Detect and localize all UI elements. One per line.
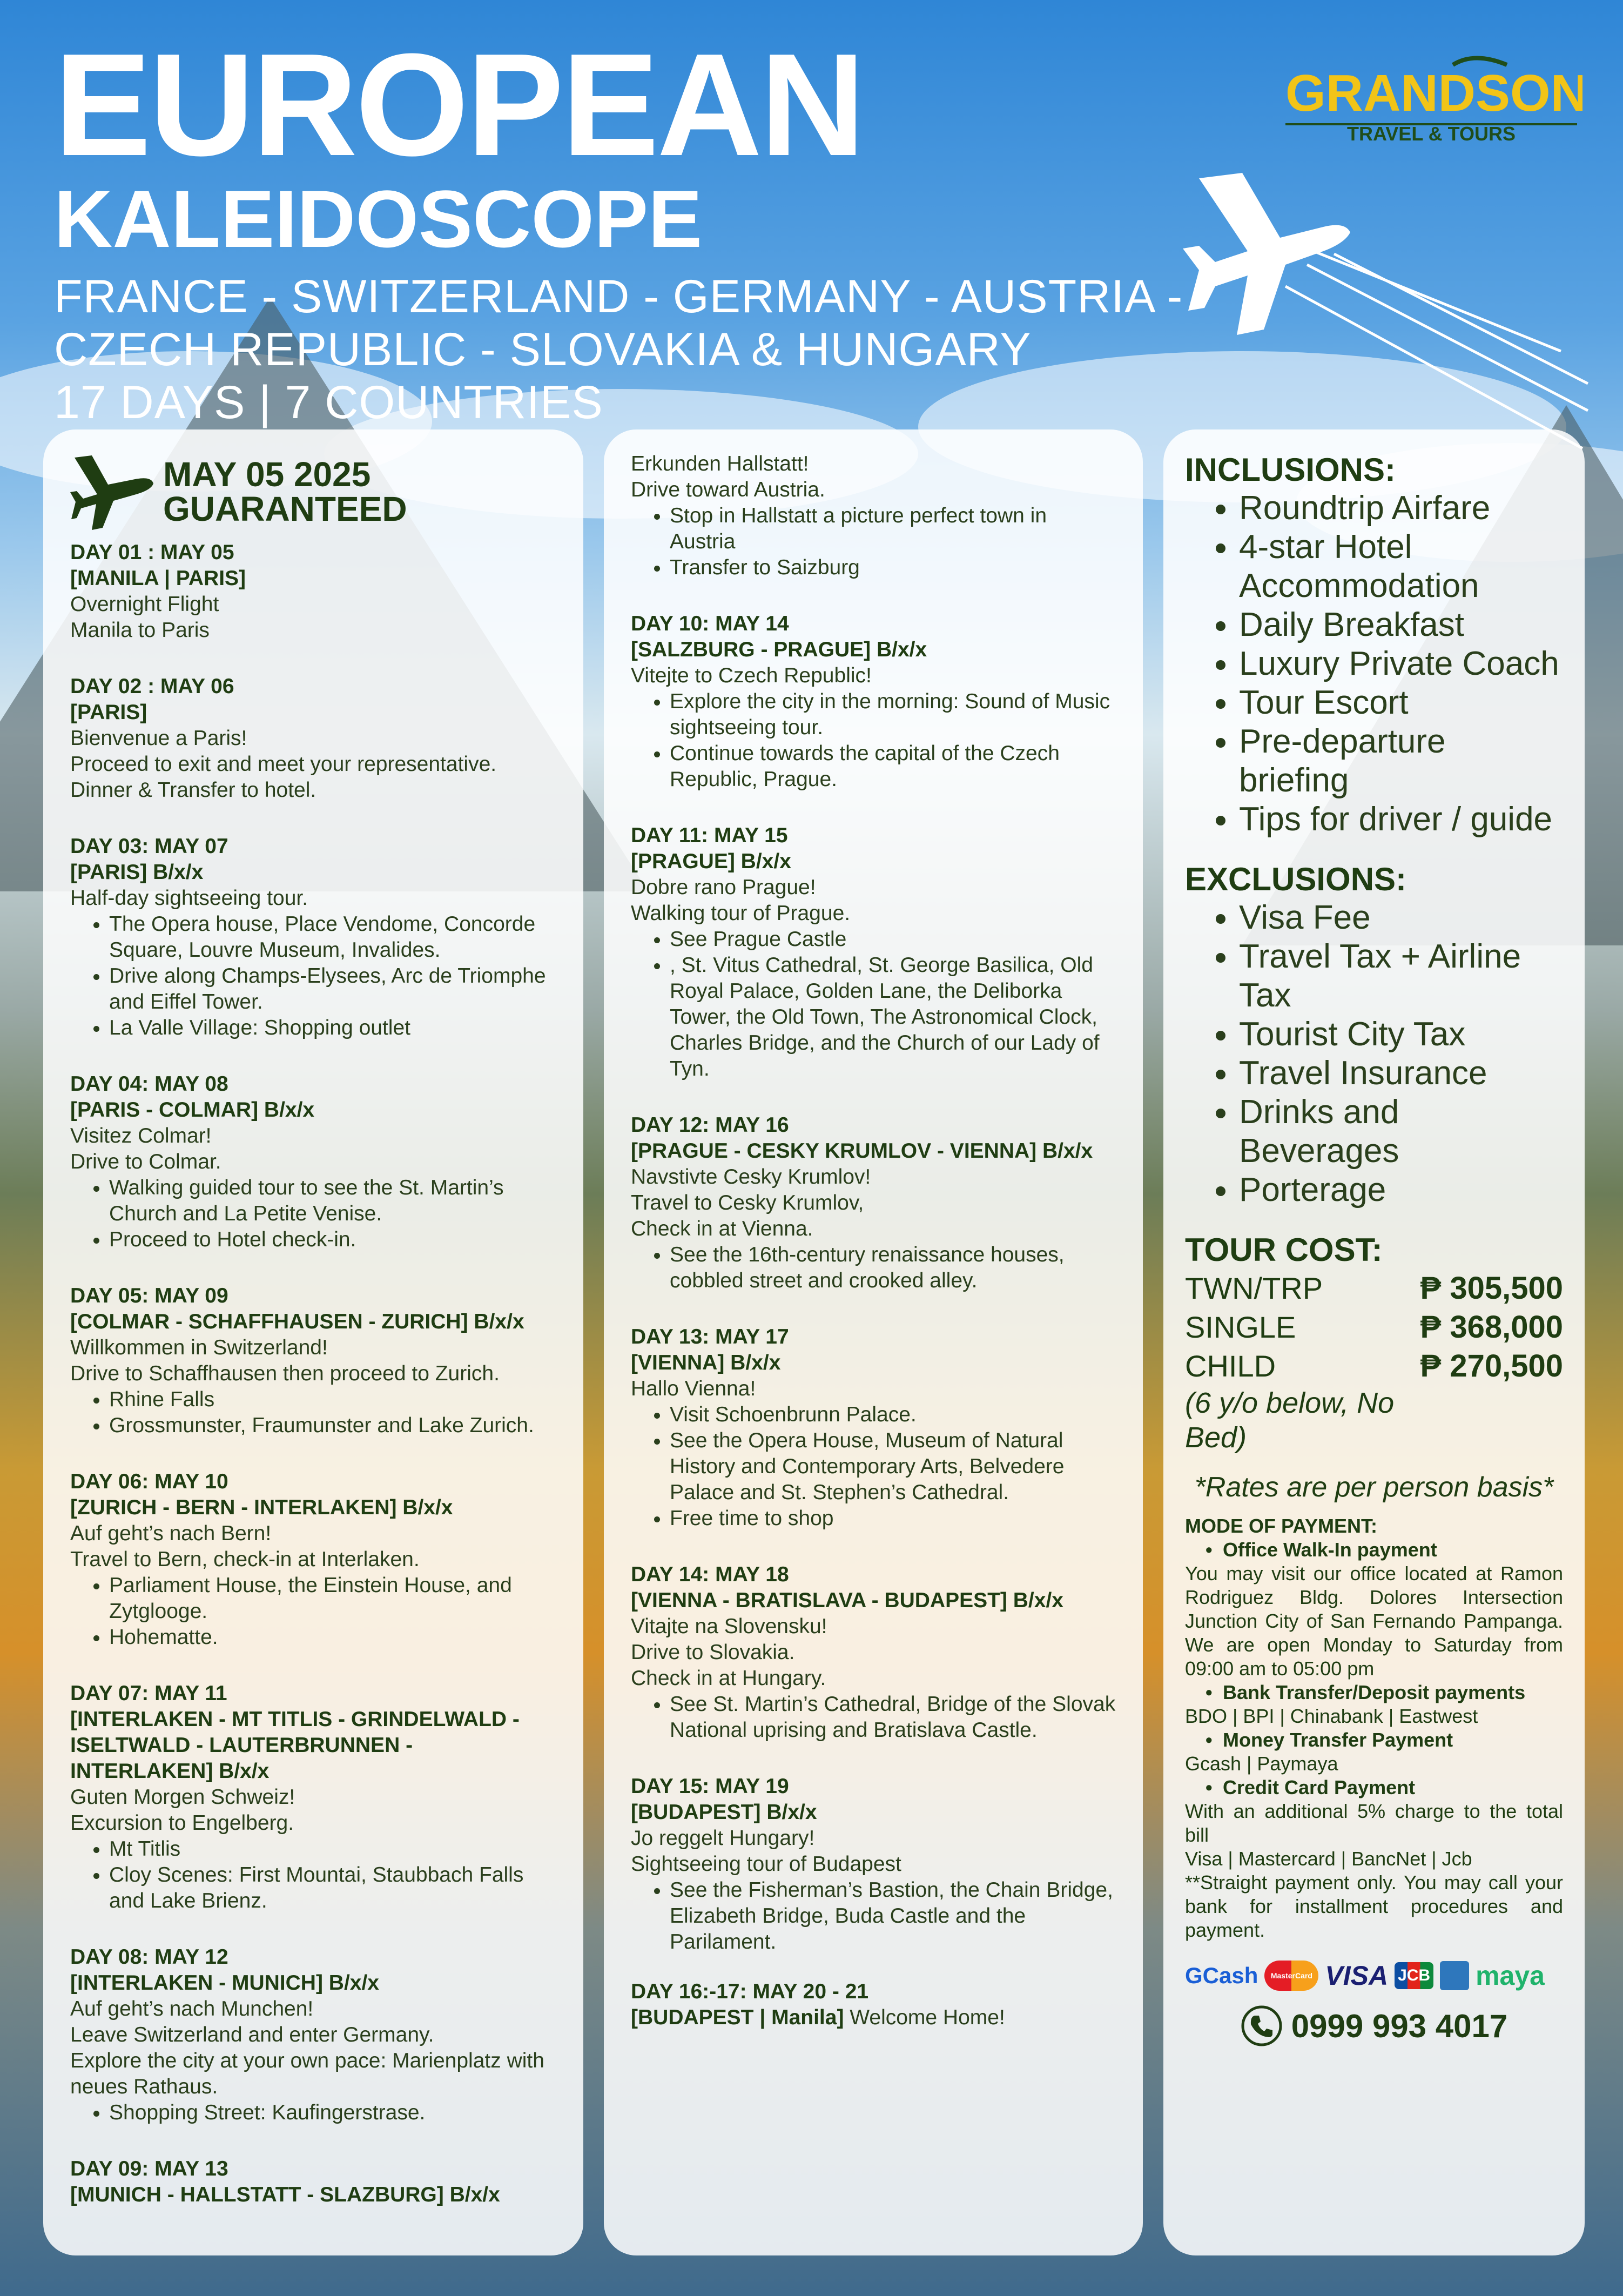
- exclusions-item: • Visa Fee: [1239, 898, 1563, 937]
- day-bullet: • Free time to shop: [670, 1506, 1117, 1532]
- day-text: Auf geht’s nach Munchen!: [70, 1997, 314, 2020]
- day-heading: DAY 06: MAY 10: [70, 1470, 228, 1493]
- day-text: Jo reggelt Hungary!: [631, 1827, 815, 1850]
- day-bullet: • See the Opera House, Museum of Natural History and Contemporary Arts, Belvedere Palace and St. Stephen’s Cathedral.: [670, 1428, 1117, 1506]
- itinerary-column-2: [604, 429, 1143, 2255]
- day-bullet: • , St. Vitus Cathedral, St. George Basilica, Old Royal Palace, Golden Lane, the Deliborka Tower, the Old Town, The Astronomical Clock, Charles Bridge, and the Church of our Lady of Tyn.: [670, 952, 1117, 1082]
- day-text: Vitejte to Czech Republic!: [631, 664, 872, 687]
- day-block: [70, 540, 557, 643]
- day-text: Dinner & Transfer to hotel.: [70, 778, 316, 802]
- day-bullet: • Cloy Scenes: First Mountai, Staubbach Falls and Lake Brienz.: [109, 1862, 557, 1914]
- day-heading: DAY 04: MAY 08: [70, 1072, 228, 1096]
- page-subtitle: KALEIDOSCOPE: [54, 173, 703, 264]
- day-text: Navstivte Cesky Krumlov!: [631, 1165, 871, 1189]
- day-final-heading: DAY 16:-17: MAY 20 - 21: [631, 1980, 869, 2003]
- day-heading: [SALZBURG - PRAGUE] B/x/x: [631, 638, 927, 661]
- day-bullets: [631, 1402, 1117, 1532]
- day-final-text: Welcome Home!: [844, 2006, 1005, 2029]
- payment-bank-title: • Bank Transfer/Deposit payments: [1185, 1681, 1563, 1704]
- phone-icon: [1241, 2005, 1283, 2047]
- day-heading: DAY 12: MAY 16: [631, 1113, 789, 1137]
- day-block: [70, 1071, 557, 1253]
- gcash-logo: GCash: [1185, 1963, 1258, 1988]
- day-text: Hallo Vienna!: [631, 1377, 756, 1400]
- day-heading: [PARIS]: [70, 701, 147, 724]
- day-bullets: [70, 911, 557, 1041]
- day-block: [631, 611, 1117, 793]
- inclusions-item: • Pre-departure briefing: [1239, 722, 1563, 800]
- day-text: Half-day sightseeing tour.: [70, 887, 308, 910]
- exclusions-title: EXCLUSIONS:: [1185, 861, 1407, 897]
- day-heading: DAY 02 : MAY 06: [70, 675, 234, 698]
- day-text: Vitajte na Slovensku!: [631, 1615, 827, 1638]
- payment-card-text-2: Visa | Mastercard | BancNet | Jcb: [1185, 1848, 1472, 1870]
- day-bullet: • Visit Schoenbrunn Palace.: [670, 1402, 1117, 1428]
- child-note: (6 y/o below, No Bed): [1185, 1387, 1395, 1454]
- day-bullet: • See Prague Castle: [670, 927, 1117, 952]
- inclusions-item: • Roundtrip Airfare: [1239, 489, 1563, 528]
- exclusions-item: • Porterage: [1239, 1171, 1563, 1210]
- day-heading: DAY 09: MAY 13: [70, 2157, 228, 2180]
- inclusions-item: • Luxury Private Coach: [1239, 645, 1563, 683]
- day-block: [631, 1774, 1117, 1955]
- day-bullets: [70, 2100, 557, 2126]
- day-bullets: [631, 1691, 1117, 1743]
- logo-brand: GRANDSON: [1285, 64, 1582, 122]
- phone-number: 0999 993 4017: [1291, 2008, 1508, 2044]
- cost-price: ₱ 305,500: [1420, 1271, 1563, 1306]
- day-block: [70, 674, 557, 803]
- day-text: Visitez Colmar!: [70, 1124, 212, 1147]
- day-bullet: • Transfer to Saizburg: [670, 555, 1117, 581]
- day-bullets: [631, 503, 1117, 581]
- day-text: Travel to Cesky Krumlov,: [631, 1191, 864, 1214]
- day-bullet: • See the Fisherman’s Bastion, the Chain Bridge, Elizabeth Bridge, Buda Castle and the Parilament.: [670, 1877, 1117, 1955]
- cost-label: CHILD: [1185, 1349, 1276, 1383]
- day-block: [70, 834, 557, 1041]
- day-block: [631, 1324, 1117, 1532]
- day-bullet: • The Opera house, Place Vendome, Concorde Square, Louvre Museum, Invalides.: [109, 911, 557, 963]
- day-bullets: [70, 1573, 557, 1650]
- day-bullet: • Grossmunster, Fraumunster and Lake Zurich.: [109, 1413, 557, 1439]
- day-bullet: • Shopping Street: Kaufingerstrase.: [109, 2100, 557, 2126]
- day-block: [70, 1283, 557, 1439]
- day-block: [631, 451, 1117, 581]
- payment-logos: [1185, 1958, 1563, 1993]
- jcb-logo: JCB: [1395, 1962, 1433, 1989]
- day-final-route: [BUDAPEST | Manila]: [631, 2006, 844, 2029]
- route-line-2: CZECH REPUBLIC - SLOVAKIA & HUNGARY: [54, 324, 1032, 375]
- day-heading: [COLMAR - SCHAFFHAUSEN - ZURICH] B/x/x: [70, 1310, 524, 1333]
- day-text: Leave Switzerland and enter Germany.: [70, 2023, 434, 2046]
- duration-line: 17 DAYS | 7 COUNTRIES: [54, 377, 603, 428]
- day-bullets: [631, 689, 1117, 793]
- day-text: Walking tour of Prague.: [631, 902, 851, 925]
- cost-label: SINGLE: [1185, 1310, 1296, 1344]
- day-text: Dobre rano Prague!: [631, 876, 816, 899]
- day-text: Drive to Colmar.: [70, 1150, 221, 1173]
- departure-badge: [70, 451, 557, 532]
- cost-price: ₱ 368,000: [1420, 1310, 1563, 1345]
- mastercard-logo: MasterCard: [1264, 1961, 1318, 1991]
- badge-status: GUARANTEED: [163, 489, 407, 528]
- day-block: [70, 1469, 557, 1650]
- contact-phone[interactable]: [1185, 2005, 1563, 2047]
- day-block: [70, 2156, 557, 2208]
- day-heading: DAY 05: MAY 09: [70, 1284, 228, 1307]
- day-bullets: [631, 1242, 1117, 1294]
- day-heading: [PARIS - COLMAR] B/x/x: [70, 1098, 315, 1122]
- day-bullets: [631, 927, 1117, 1082]
- payment-money-text: Gcash | Paymaya: [1185, 1753, 1338, 1775]
- day-heading: [PARIS] B/x/x: [70, 861, 204, 884]
- day-heading: [INTERLAKEN - MUNICH] B/x/x: [70, 1971, 379, 1995]
- day-bullet: • Parliament House, the Einstein House, and Zytglooge.: [109, 1573, 557, 1624]
- cost-row-twn: [1185, 1269, 1563, 1308]
- visa-logo: VISA: [1325, 1961, 1389, 1991]
- day-bullet: • Proceed to Hotel check-in.: [109, 1227, 557, 1253]
- day-text: Proceed to exit and meet your representative.: [70, 753, 497, 776]
- day-text: Erkunden Hallstatt!: [631, 452, 809, 475]
- day-heading: DAY 08: MAY 12: [70, 1945, 228, 1969]
- day-text: Excursion to Engelberg.: [70, 1811, 294, 1835]
- route-line-1: FRANCE - SWITZERLAND - GERMANY - AUSTRIA -: [54, 271, 1183, 323]
- maya-logo: maya: [1476, 1961, 1545, 1991]
- day-text: Check in at Hungary.: [631, 1667, 826, 1690]
- day-heading: DAY 07: MAY 11: [70, 1682, 227, 1705]
- exclusions-item: • Travel Insurance: [1239, 1054, 1563, 1093]
- day-text: Travel to Bern, check-in at Interlaken.: [70, 1548, 420, 1571]
- day-bullet: • Continue towards the capital of the Czech Republic, Prague.: [670, 741, 1117, 793]
- day-heading: DAY 10: MAY 14: [631, 612, 789, 635]
- day-bullet: • Mt Titlis: [109, 1836, 557, 1862]
- inclusions-item: • Tour Escort: [1239, 683, 1563, 722]
- day-bullet: • Explore the city in the morning: Sound of Music sightseeing tour.: [670, 689, 1117, 741]
- amex-logo: [1440, 1961, 1469, 1990]
- day-bullet: • See the 16th-century renaissance houses, cobbled street and crooked alley.: [670, 1242, 1117, 1294]
- badge-date: MAY 05 2025: [163, 455, 371, 494]
- exclusions-item: • Tourist City Tax: [1239, 1015, 1563, 1054]
- day-bullet: • Hohematte.: [109, 1624, 557, 1650]
- airplane-icon: [1183, 157, 1593, 459]
- day-bullets: [70, 1175, 557, 1253]
- exclusions-item: • Drinks and Beverages: [1239, 1093, 1563, 1171]
- inclusions-item: • Daily Breakfast: [1239, 606, 1563, 645]
- day-list-col2: [631, 451, 1117, 1955]
- day-text: Auf geht’s nach Bern!: [70, 1522, 272, 1545]
- cost-row-child: [1185, 1347, 1563, 1386]
- payment-office-title: • Office Walk-In payment: [1185, 1538, 1563, 1562]
- day-heading: DAY 13: MAY 17: [631, 1325, 789, 1348]
- day-heading: [MUNICH - HALLSTATT - SLAZBURG] B/x/x: [70, 2183, 500, 2206]
- day-bullets: [70, 1836, 557, 1914]
- day-block: [70, 1681, 557, 1914]
- day-bullet: • See St. Martin’s Cathedral, Bridge of the Slovak National uprising and Bratislava Castle.: [670, 1691, 1117, 1743]
- inclusions-list: [1185, 489, 1563, 839]
- day-bullets: [70, 1387, 557, 1439]
- day-heading: DAY 15: MAY 19: [631, 1775, 789, 1798]
- logo-tagline: TRAVEL & TOURS: [1346, 123, 1516, 145]
- day-text: Sightseeing tour of Budapest: [631, 1852, 901, 1876]
- day-heading: [PRAGUE] B/x/x: [631, 850, 791, 873]
- day-text: Drive toward Austria.: [631, 478, 825, 501]
- day-text: Overnight Flight: [70, 593, 219, 616]
- day-heading: DAY 11: MAY 15: [631, 824, 788, 847]
- day-heading: [VIENNA - BRATISLAVA - BUDAPEST] B/x/x: [631, 1589, 1063, 1612]
- cost-label: TWN/TRP: [1185, 1271, 1323, 1305]
- day-list-col1: [70, 540, 557, 2208]
- day-text: Manila to Paris: [70, 619, 210, 642]
- day-text: Bienvenue a Paris!: [70, 727, 247, 750]
- day-text: Explore the city at your own pace: Marienplatz with neues Rathaus.: [70, 2049, 544, 2098]
- day-block: [70, 1944, 557, 2126]
- inclusions-title: INCLUSIONS:: [1185, 452, 1396, 488]
- day-bullet: • La Valle Village: Shopping outlet: [109, 1015, 557, 1041]
- day-heading: [ZURICH - BERN - INTERLAKEN] B/x/x: [70, 1496, 453, 1519]
- inclusions-item: • 4-star Hotel Accommodation: [1239, 528, 1563, 606]
- airplane-icon: [70, 451, 157, 532]
- day-bullet: • Walking guided tour to see the St. Martin’s Church and La Petite Venise.: [109, 1175, 557, 1227]
- exclusions-item: • Travel Tax + Airline Tax: [1239, 937, 1563, 1015]
- payment-card-text-1: With an additional 5% charge to the total bill: [1185, 1800, 1563, 1846]
- day-text: Check in at Vienna.: [631, 1217, 813, 1240]
- day-text: Drive to Slovakia.: [631, 1641, 795, 1664]
- day-block: [631, 823, 1117, 1082]
- payment-office-text: You may visit our office located at Ramon Rodriguez Bldg. Dolores Intersection Junction City of San Fernando Pampanga. We are open Monday to Saturday from 09:00 am to 05:00 pm: [1185, 1562, 1563, 1680]
- day-text: Drive to Schaffhausen then proceed to Zurich.: [70, 1362, 500, 1385]
- day-bullet: • Stop in Hallstatt a picture perfect town in Austria: [670, 503, 1117, 555]
- day-heading: [BUDAPEST] B/x/x: [631, 1801, 817, 1824]
- tour-cost-title: TOUR COST:: [1185, 1232, 1383, 1268]
- cost-price: ₱ 270,500: [1420, 1348, 1563, 1384]
- day-heading: DAY 03: MAY 07: [70, 835, 228, 858]
- day-final: [631, 1979, 1117, 2031]
- payment-bank-text: BDO | BPI | Chinabank | Eastwest: [1185, 1705, 1478, 1727]
- payment-title: MODE OF PAYMENT:: [1185, 1515, 1378, 1537]
- payment-card-title: • Credit Card Payment: [1185, 1776, 1563, 1800]
- day-text: Willkommen in Switzerland!: [70, 1336, 328, 1359]
- info-column: [1163, 429, 1585, 2255]
- cost-row-single: [1185, 1308, 1563, 1347]
- day-heading: [PRAGUE - CESKY KRUMLOV - VIENNA] B/x/x: [631, 1139, 1093, 1163]
- day-block: [631, 1562, 1117, 1743]
- page-title: EUROPEAN: [54, 24, 864, 186]
- day-bullet: • Drive along Champs-Elysees, Arc de Triomphe and Eiffel Tower.: [109, 963, 557, 1015]
- day-heading: [INTERLAKEN - MT TITLIS - GRINDELWALD - ISELTWALD - LAUTERBRUNNEN - INTERLAKEN] B/x/x: [70, 1708, 520, 1783]
- payment-money-title: • Money Transfer Payment: [1185, 1728, 1563, 1752]
- header: [54, 24, 1183, 429]
- rates-note: *Rates are per person basis*: [1194, 1472, 1554, 1503]
- inclusions-item: • Tips for driver / guide: [1239, 800, 1563, 839]
- itinerary-column-1: [43, 429, 583, 2255]
- grandson-logo: [1280, 54, 1582, 151]
- day-heading: DAY 01 : MAY 05: [70, 541, 234, 564]
- day-heading: [VIENNA] B/x/x: [631, 1351, 781, 1374]
- payment-card-text-3: **Straight payment only. You may call your bank for installment procedures and payment.: [1185, 1871, 1563, 1941]
- day-bullets: [631, 1877, 1117, 1955]
- exclusions-list: [1185, 898, 1563, 1210]
- day-bullet: • Rhine Falls: [109, 1387, 557, 1413]
- day-text: Guten Morgen Schweiz!: [70, 1785, 295, 1809]
- day-block: [631, 1112, 1117, 1294]
- day-heading: [MANILA | PARIS]: [70, 567, 246, 590]
- day-heading: DAY 14: MAY 18: [631, 1563, 789, 1586]
